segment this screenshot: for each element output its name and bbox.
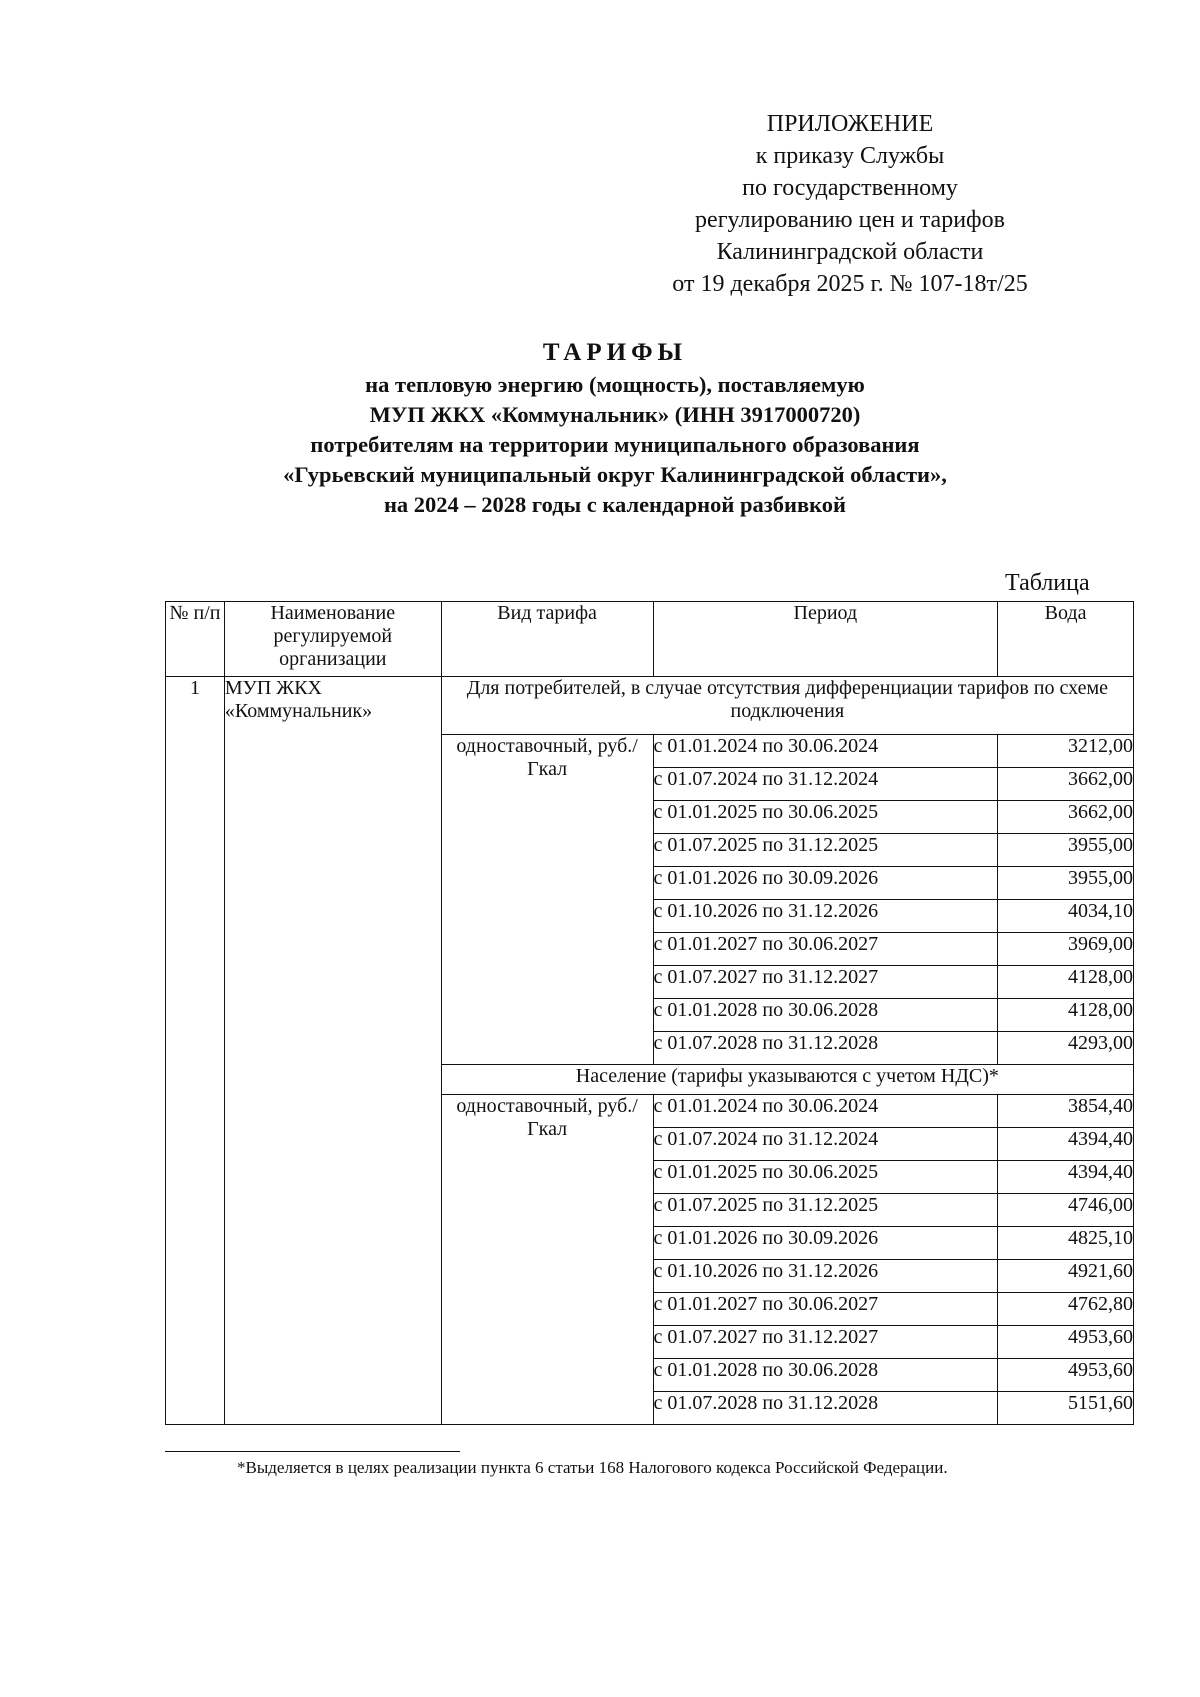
period-cell: с 01.01.2027 по 30.06.2027 (653, 1293, 998, 1326)
water-value-cell: 3212,00 (998, 735, 1134, 768)
table-header-row (166, 602, 1134, 677)
table-group-row (166, 677, 1134, 735)
water-value-cell: 3662,00 (998, 768, 1134, 801)
period-cell: с 01.07.2024 по 31.12.2024 (653, 768, 998, 801)
appendix-line: от 19 декабря 2025 г. № 107-18т/25 (672, 271, 1028, 297)
water-value-cell: 4034,10 (998, 900, 1134, 933)
water-value-cell: 4394,40 (998, 1128, 1134, 1161)
title-line: на тепловую энергию (мощность), поставляемую (365, 372, 865, 397)
water-value-cell: 4953,60 (998, 1359, 1134, 1392)
water-value-cell: 4825,10 (998, 1227, 1134, 1260)
period-cell: с 01.07.2025 по 31.12.2025 (653, 1194, 998, 1227)
organization-cell: МУП ЖКХ «Коммунальник» (224, 677, 441, 1425)
footnote: *Выделяется в целях реализации пункта 6 статьи 168 Налогового кодекса Российской Федерации. (237, 1458, 948, 1477)
water-value-cell: 4394,40 (998, 1161, 1134, 1194)
period-cell: с 01.01.2026 по 30.09.2026 (653, 867, 998, 900)
water-value-cell: 4128,00 (998, 999, 1134, 1032)
water-value-cell: 5151,60 (998, 1392, 1134, 1425)
period-cell: с 01.01.2026 по 30.09.2026 (653, 1227, 998, 1260)
title-line: «Гурьевский муниципальный округ Калининградской области», (283, 462, 947, 487)
header-num: № п/п (166, 602, 225, 677)
footnote-divider (165, 1451, 460, 1452)
appendix-line: Калининградской области (716, 239, 984, 265)
period-cell: с 01.07.2027 по 31.12.2027 (653, 1326, 998, 1359)
water-value-cell: 4128,00 (998, 966, 1134, 999)
period-cell: с 01.01.2024 по 30.06.2024 (653, 1095, 998, 1128)
tariff-kind-cell: одноставочный, руб./Гкал (441, 1095, 653, 1425)
table-label: Таблица (1005, 570, 1090, 596)
row-number-cell: 1 (166, 677, 225, 1425)
water-value-cell: 4746,00 (998, 1194, 1134, 1227)
water-value-cell: 4953,60 (998, 1326, 1134, 1359)
period-cell: с 01.01.2024 по 30.06.2024 (653, 735, 998, 768)
period-cell: с 01.07.2028 по 31.12.2028 (653, 1392, 998, 1425)
water-value-cell: 3969,00 (998, 933, 1134, 966)
group-caption: Население (тарифы указываются с учетом НДС)* (441, 1065, 1133, 1095)
water-value-cell: 4921,60 (998, 1260, 1134, 1293)
page-title: ТАРИФЫ (542, 339, 688, 366)
period-cell: с 01.10.2026 по 31.12.2026 (653, 1260, 998, 1293)
title-line: потребителям на территории муниципального образования (310, 432, 920, 457)
appendix-line: по государственному (742, 175, 958, 201)
group-caption: Для потребителей, в случае отсутствия дифференциации тарифов по схеме подключения (441, 677, 1133, 735)
header-kind: Вид тарифа (441, 602, 653, 677)
title-line: на 2024 – 2028 годы с календарной разбивкой (383, 492, 847, 517)
tariff-table (165, 601, 1134, 1425)
period-cell: с 01.07.2027 по 31.12.2027 (653, 966, 998, 999)
appendix-line: к приказу Службы (755, 143, 945, 169)
water-value-cell: 4293,00 (998, 1032, 1134, 1065)
period-cell: с 01.01.2028 по 30.06.2028 (653, 999, 998, 1032)
period-cell: с 01.01.2025 по 30.06.2025 (653, 801, 998, 834)
water-value-cell: 4762,80 (998, 1293, 1134, 1326)
header-water: Вода (998, 602, 1134, 677)
period-cell: с 01.07.2025 по 31.12.2025 (653, 834, 998, 867)
water-value-cell: 3955,00 (998, 867, 1134, 900)
header-org: Наименование регулируемой организации (224, 602, 441, 677)
appendix-line: ПРИЛОЖЕНИЕ (766, 111, 934, 137)
appendix-header (640, 108, 1060, 300)
period-cell: с 01.07.2024 по 31.12.2024 (653, 1128, 998, 1161)
document-title (165, 338, 1065, 520)
tariff-kind-cell: одноставочный, руб./Гкал (441, 735, 653, 1065)
period-cell: с 01.10.2026 по 31.12.2026 (653, 900, 998, 933)
title-line: МУП ЖКХ «Коммунальник» (ИНН 3917000720) (369, 402, 861, 427)
period-cell: с 01.01.2025 по 30.06.2025 (653, 1161, 998, 1194)
header-period: Период (653, 602, 998, 677)
water-value-cell: 3955,00 (998, 834, 1134, 867)
period-cell: с 01.07.2028 по 31.12.2028 (653, 1032, 998, 1065)
water-value-cell: 3854,40 (998, 1095, 1134, 1128)
period-cell: с 01.01.2027 по 30.06.2027 (653, 933, 998, 966)
water-value-cell: 3662,00 (998, 801, 1134, 834)
period-cell: с 01.01.2028 по 30.06.2028 (653, 1359, 998, 1392)
appendix-line: регулированию цен и тарифов (695, 207, 1005, 233)
